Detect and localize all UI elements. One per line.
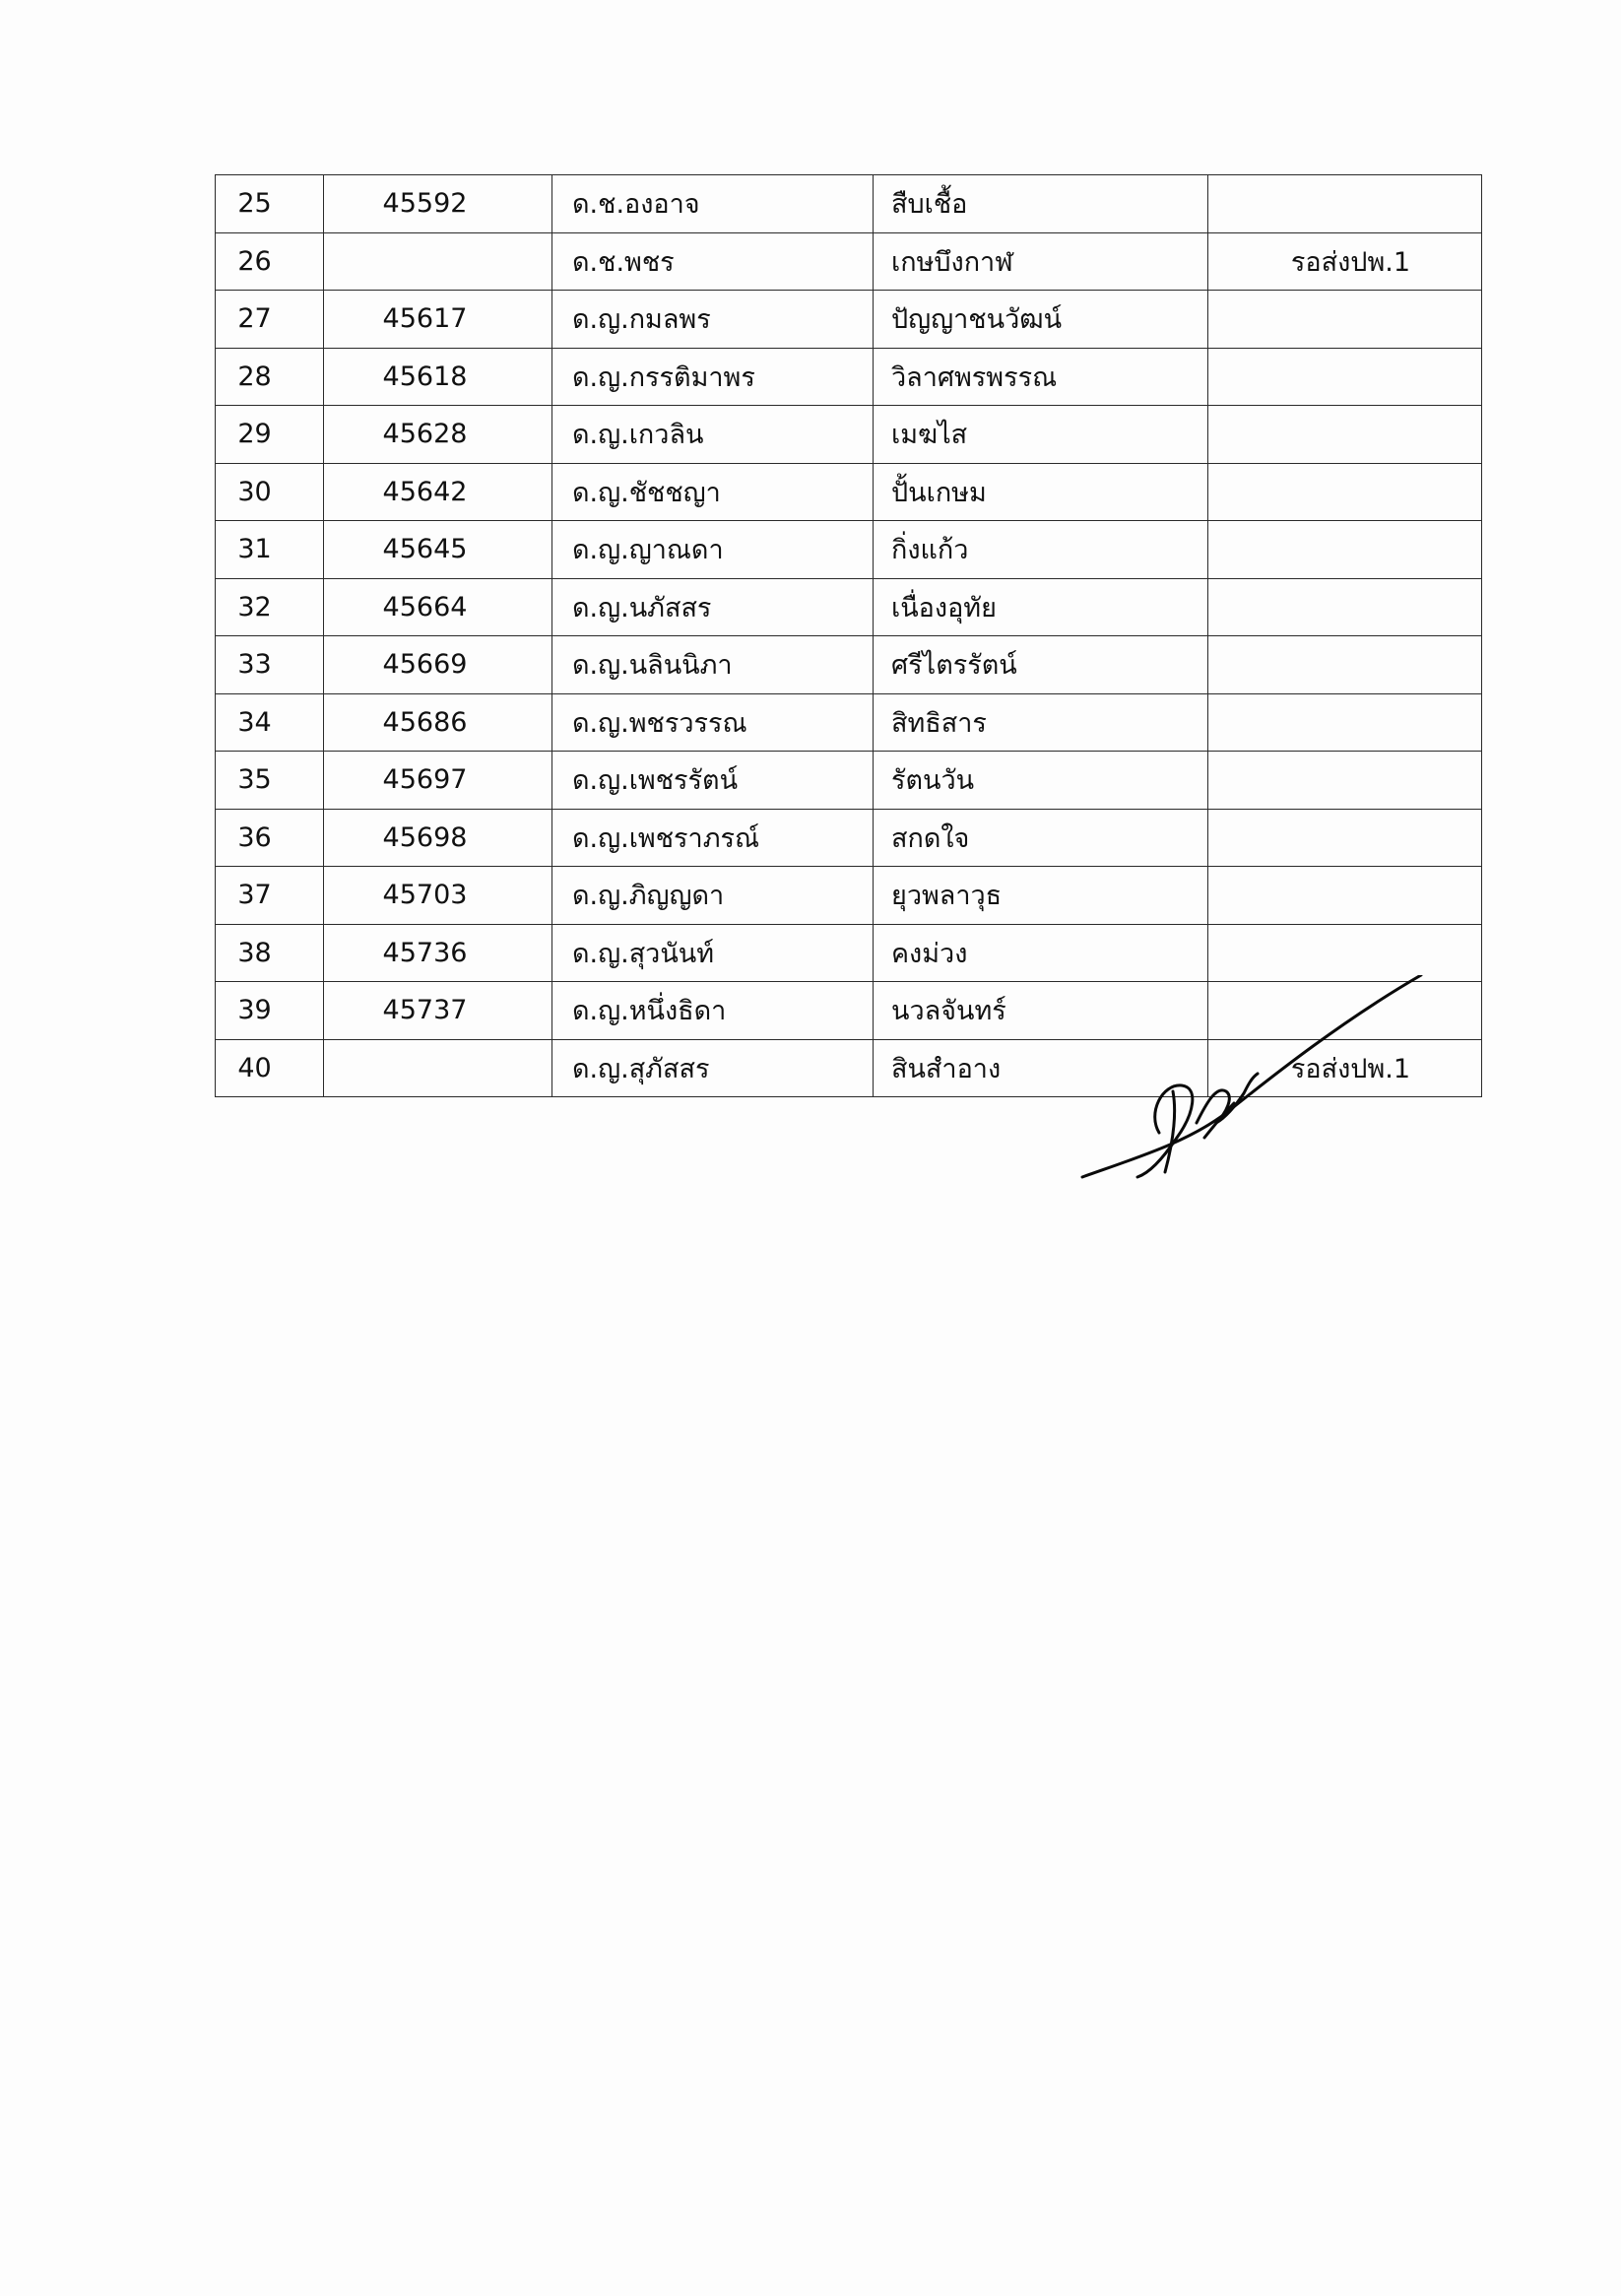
student-last-name: ปัญญาชนวัฒน์ — [874, 291, 1208, 349]
row-number: 35 — [216, 752, 324, 810]
row-number: 30 — [216, 463, 324, 521]
student-first-name: ด.ช.พชร — [552, 232, 874, 291]
table-row — [216, 175, 1482, 233]
student-last-name: สกดใจ — [874, 809, 1208, 867]
remark — [1208, 924, 1482, 982]
row-number: 28 — [216, 348, 324, 406]
row-number: 29 — [216, 406, 324, 464]
remark — [1208, 406, 1482, 464]
remark — [1208, 636, 1482, 694]
table-row — [216, 636, 1482, 694]
student-id — [324, 1039, 552, 1097]
student-id: 45592 — [324, 175, 552, 233]
student-id: 45642 — [324, 463, 552, 521]
student-last-name: รัตนวัน — [874, 752, 1208, 810]
student-last-name: เนื่องอุทัย — [874, 578, 1208, 636]
table-row — [216, 521, 1482, 579]
remark — [1208, 752, 1482, 810]
student-last-name: ยุวพลาวุธ — [874, 867, 1208, 925]
table-row — [216, 232, 1482, 291]
student-first-name: ด.ญ.ภิญญดา — [552, 867, 874, 925]
student-first-name: ด.ญ.ชัชชญา — [552, 463, 874, 521]
row-number: 27 — [216, 291, 324, 349]
student-first-name: ด.ญ.นภัสสร — [552, 578, 874, 636]
student-first-name: ด.ญ.เพชราภรณ์ — [552, 809, 874, 867]
student-id — [324, 232, 552, 291]
student-id: 45698 — [324, 809, 552, 867]
student-first-name: ด.ญ.สุภัสสร — [552, 1039, 874, 1097]
student-first-name: ด.ช.องอาจ — [552, 175, 874, 233]
student-id: 45628 — [324, 406, 552, 464]
student-id: 45618 — [324, 348, 552, 406]
table-row — [216, 752, 1482, 810]
remark: รอส่งปพ.1 — [1208, 1039, 1482, 1097]
student-last-name: สิทธิสาร — [874, 693, 1208, 752]
remark — [1208, 291, 1482, 349]
row-number: 33 — [216, 636, 324, 694]
student-last-name: เมฆไส — [874, 406, 1208, 464]
student-id: 45617 — [324, 291, 552, 349]
table-row — [216, 867, 1482, 925]
student-last-name: ปั้นเกษม — [874, 463, 1208, 521]
handwritten-signature — [1078, 975, 1433, 1192]
student-first-name: ด.ญ.เกวลิน — [552, 406, 874, 464]
remark — [1208, 463, 1482, 521]
table-row — [216, 924, 1482, 982]
remark: รอส่งปพ.1 — [1208, 232, 1482, 291]
student-first-name: ด.ญ.กรรติมาพร — [552, 348, 874, 406]
student-id: 45669 — [324, 636, 552, 694]
remark — [1208, 578, 1482, 636]
roster-body — [216, 175, 1482, 1097]
student-first-name: ด.ญ.สุวนันท์ — [552, 924, 874, 982]
student-last-name: สืบเชื้อ — [874, 175, 1208, 233]
student-first-name: ด.ญ.หนึ่งธิดา — [552, 982, 874, 1040]
table-row — [216, 809, 1482, 867]
student-first-name: ด.ญ.นลินนิภา — [552, 636, 874, 694]
row-number: 39 — [216, 982, 324, 1040]
remark — [1208, 521, 1482, 579]
student-last-name: สินสำอาง — [874, 1039, 1208, 1097]
table-row — [216, 348, 1482, 406]
student-id: 45736 — [324, 924, 552, 982]
remark — [1208, 693, 1482, 752]
student-first-name: ด.ญ.กมลพร — [552, 291, 874, 349]
student-last-name: นวลจันทร์ — [874, 982, 1208, 1040]
student-first-name: ด.ญ.ญาณดา — [552, 521, 874, 579]
student-last-name: คงม่วง — [874, 924, 1208, 982]
student-last-name: กิ่งแก้ว — [874, 521, 1208, 579]
student-id: 45737 — [324, 982, 552, 1040]
student-roster-table — [215, 174, 1482, 1097]
row-number: 40 — [216, 1039, 324, 1097]
student-id: 45664 — [324, 578, 552, 636]
row-number: 32 — [216, 578, 324, 636]
table-row — [216, 693, 1482, 752]
student-id: 45697 — [324, 752, 552, 810]
student-id: 45703 — [324, 867, 552, 925]
remark — [1208, 809, 1482, 867]
row-number: 36 — [216, 809, 324, 867]
student-id: 45686 — [324, 693, 552, 752]
student-last-name: วิลาศพรพรรณ — [874, 348, 1208, 406]
row-number: 31 — [216, 521, 324, 579]
student-first-name: ด.ญ.เพชรรัตน์ — [552, 752, 874, 810]
table-row — [216, 578, 1482, 636]
remark — [1208, 348, 1482, 406]
table-row — [216, 406, 1482, 464]
remark — [1208, 867, 1482, 925]
student-last-name: เกษบึงกาฬ — [874, 232, 1208, 291]
row-number: 38 — [216, 924, 324, 982]
row-number: 34 — [216, 693, 324, 752]
student-last-name: ศรีไตรรัตน์ — [874, 636, 1208, 694]
student-id: 45645 — [324, 521, 552, 579]
row-number: 26 — [216, 232, 324, 291]
student-first-name: ด.ญ.พชรวรรณ — [552, 693, 874, 752]
remark — [1208, 175, 1482, 233]
table-row — [216, 291, 1482, 349]
row-number: 37 — [216, 867, 324, 925]
table-row — [216, 463, 1482, 521]
row-number: 25 — [216, 175, 324, 233]
